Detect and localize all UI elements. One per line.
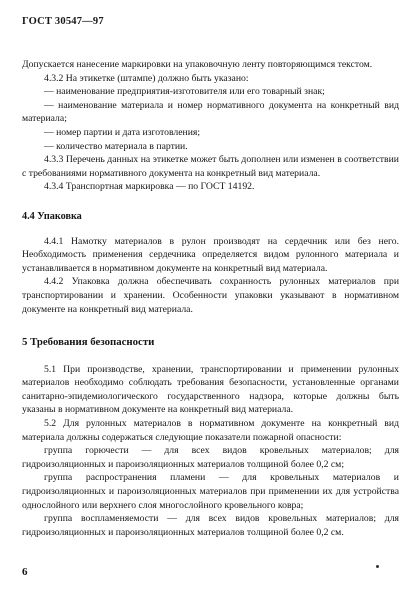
list-item: — наименование материала и номер нормативного документа на конкретный вид материала; bbox=[22, 99, 399, 125]
paragraph: 4.3.3 Перечень данных на этикетке может быть дополнен или изменен в соответствии с требованиями нормативного документа на конкретный вид материала. bbox=[22, 154, 399, 179]
paragraph: 5.1 При производстве, хранении, транспортировании и применении рулонных материалов необходимо соблюдать требования безопасности, установленные органами санитарно-эпидемиологического государственного надзора, которые должны быть указаны в нормативном документе на конкретный вид материала. bbox=[22, 363, 399, 416]
document-header: ГОСТ 30547—97 bbox=[22, 16, 104, 27]
page-number: 6 bbox=[22, 566, 28, 578]
paragraph: группа распространения пламени — для кровельных материалов и гидроизоляционных и пароизоляционных материалов при применении их для устройства однослойного или верхнего слоя многослойного кровельного ковра; bbox=[22, 472, 399, 511]
paragraph: 4.3.4 Транспортная маркировка — по ГОСТ 14192. bbox=[44, 181, 255, 193]
scan-speck bbox=[376, 565, 379, 568]
list-item: — наименование предприятия-изготовителя или его товарный знак; bbox=[44, 86, 325, 98]
document-body bbox=[22, 58, 399, 539]
paragraph: группа горючести — для всех видов кровельных материалов; для гидроизоляционных и пароизоляционных материалов толщиной более 0,2 см; bbox=[22, 445, 399, 470]
list-item: — количество материала в партии. bbox=[44, 140, 188, 152]
paragraph: группа воспламеняемости — для всех видов кровельных материалов; для гидроизоляционных и пароизоляционных материалов толщиной более 0,2 см. bbox=[22, 513, 399, 538]
section-heading: 4.4 Упаковка bbox=[22, 210, 82, 222]
paragraph: 4.3.2 На этикетке (штампе) должно быть указано: bbox=[44, 72, 249, 84]
section-heading: 5 Требования безопасности bbox=[22, 336, 155, 349]
paragraph: Допускается нанесение маркировки на упаковочную ленту повторяющимся текстом. bbox=[22, 59, 373, 70]
paragraph: 4.4.2 Упаковка должна обеспечивать сохранность рулонных материалов при транспортировании и хранении. Особенности упаковки указывают в нормативном документе на конкретный вид материала. bbox=[22, 276, 399, 315]
paragraph: 5.2 Для рулонных материалов в нормативном документе на конкретный вид материала должны содержаться следующие показатели пожарной опасности: bbox=[22, 418, 399, 443]
list-item: — номер партии и дата изготовления; bbox=[44, 126, 201, 138]
paragraph: 4.4.1 Намотку материалов в рулон производят на сердечник или без него. Необходимость применения сердечника определяется видом рулонного материала и устанавливается в нормативном документе на конкретный вид материала. bbox=[22, 235, 399, 274]
